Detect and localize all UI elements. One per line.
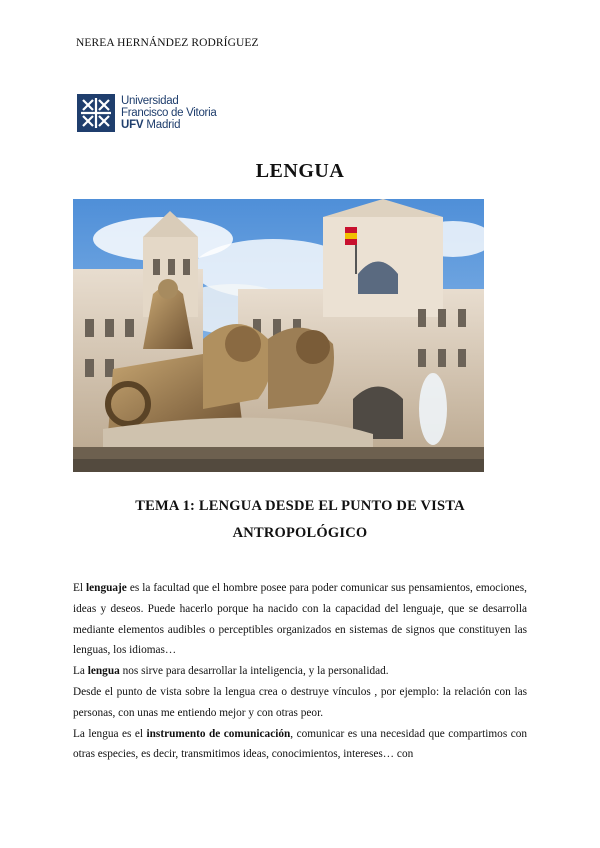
logo-line-name: Francisco de Vitoria <box>121 107 217 119</box>
p2-text-start: La <box>73 665 88 678</box>
p1-text-rest: es la facultad que el hombre posee para poder comunicar sus pensamientos, emociones, ideas y deseos. Puede hacerlo porque ha nacido con la capacidad del lenguaje, que se desarrolla mediante elementos audibles o perceptibles organizados en sistemas de signos que constituyen las lenguas, los idiomas… <box>73 582 527 657</box>
university-logo <box>74 76 230 150</box>
p1-bold-term: lenguaje <box>86 582 127 594</box>
paragraph-comunicacion <box>73 724 527 766</box>
logo-line-university: Universidad <box>121 95 179 107</box>
document-title: LENGUA <box>255 160 345 182</box>
logo-madrid: Madrid <box>143 119 181 131</box>
p1-text-start: El <box>73 582 87 594</box>
paragraph-vinculos: Desde el punto de vista sobre la lengua crea o destruye vínculos , por ejemplo: la relación con las personas, con unas me entiendo mejor y con otras peor. <box>73 685 527 719</box>
section-heading <box>90 493 510 547</box>
cibeles-fountain-image <box>73 199 484 472</box>
p4-bold-term: instrumento de comunicación <box>146 727 291 740</box>
body-text <box>73 578 527 765</box>
p2-text-rest: nos sirve para desarrollar la inteligencia, y la personalidad. <box>119 665 389 678</box>
paragraph-lenguaje <box>73 578 527 661</box>
cibeles-photo <box>73 199 484 472</box>
author-name: NEREA HERNÁNDEZ RODRÍGUEZ <box>76 37 259 49</box>
section-heading-line1: TEMA 1: LENGUA DESDE EL PUNTO DE VISTA <box>135 498 465 514</box>
p2-bold-term: lengua <box>87 665 120 678</box>
p4-text-start: La lengua es el <box>73 727 147 740</box>
p4-text-rest: , comunicar es una necesidad que compartimos con otras especies, es decir, transmitimos ideas, conocimientos, intereses… con <box>73 727 528 761</box>
logo-wordmark <box>121 95 216 131</box>
paragraph-lengua <box>73 661 527 682</box>
logo-line-campus <box>121 119 216 131</box>
section-heading-line2: ANTROPOLÓGICO <box>232 525 368 541</box>
logo-ufv: UFV <box>121 119 144 131</box>
ufv-logo-icon <box>77 94 115 132</box>
